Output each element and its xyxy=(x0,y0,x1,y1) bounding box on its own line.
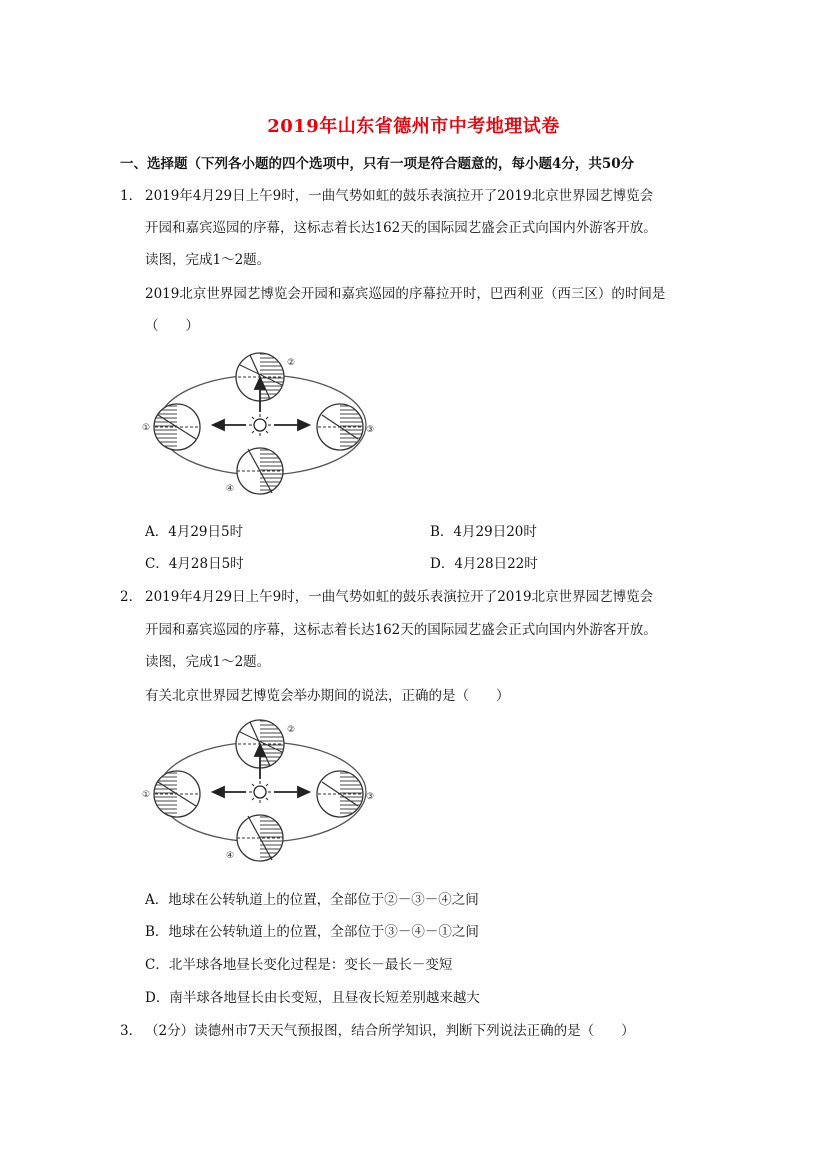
figure-label-1: ① xyxy=(142,790,151,800)
q2-option-c[interactable]: C．北半球各地昼长变化过程是：变长－最长－变短 xyxy=(145,957,453,973)
figure-label-2: ② xyxy=(287,725,296,735)
q3-number: 3． xyxy=(120,1023,143,1039)
q2-stem-line1: 2019年4月29日上午9时，一曲气势如虹的鼓乐表演拉开了2019北京世界园艺博览会 xyxy=(145,589,654,605)
q1-question-line1: 2019北京世界园艺博览会开园和嘉宾巡园的序幕拉开时，巴西利亚（西三区）的时间是 xyxy=(145,286,666,302)
q2-number: 2． xyxy=(120,589,143,605)
earth-position-4 xyxy=(237,448,283,494)
earth-position-3 xyxy=(317,771,363,817)
figure-label-3: ③ xyxy=(366,425,375,435)
figure-label-1: ① xyxy=(142,423,151,433)
sun-icon xyxy=(249,781,271,803)
q1-stem-line1: 2019年4月29日上午9时，一曲气势如虹的鼓乐表演拉开了2019北京世界园艺博览会 xyxy=(145,188,654,204)
q1-question-line2: （ ） xyxy=(145,318,199,334)
earth-orbit-diagram xyxy=(142,720,374,861)
q2-option-a[interactable]: A．地球在公转轨道上的位置，全部位于②－③－④之间 xyxy=(145,892,479,908)
figure-label-3: ③ xyxy=(366,792,375,802)
section-heading: 一、选择题（下列各小题的四个选项中，只有一项是符合题意的，每小题4分，共50分 xyxy=(120,156,635,172)
q1-stem-line2: 开园和嘉宾巡园的序幕，这标志着长达162天的国际园艺盛会正式向国内外游客开放。 xyxy=(145,220,657,236)
q1-stem-line3: 读图，完成1～2题。 xyxy=(145,252,271,268)
earth-position-4 xyxy=(237,815,283,861)
earth-position-1 xyxy=(154,404,200,450)
figure-label-4: ④ xyxy=(226,484,235,494)
earth-orbit-figure-2 xyxy=(140,712,390,867)
q1-option-d[interactable]: D．4月28日22时 xyxy=(430,556,538,572)
earth-orbit-diagram xyxy=(142,353,374,494)
q1-option-b[interactable]: B．4月29日20时 xyxy=(430,524,537,540)
figure-label-4: ④ xyxy=(226,851,235,861)
q2-question: 有关北京世界园艺博览会举办期间的说法，正确的是（ ） xyxy=(145,688,510,704)
q2-stem-line2: 开园和嘉宾巡园的序幕，这标志着长达162天的国际园艺盛会正式向国内外游客开放。 xyxy=(145,622,657,638)
earth-position-3 xyxy=(317,404,363,450)
q3-stem: （2分）读德州市7天天气预报图，结合所学知识，判断下列说法正确的是（ ） xyxy=(145,1023,635,1039)
q2-stem-line3: 读图，完成1～2题。 xyxy=(145,654,271,670)
earth-position-1 xyxy=(154,771,200,817)
q1-option-c[interactable]: C．4月28日5时 xyxy=(145,556,244,572)
q2-option-b[interactable]: B．地球在公转轨道上的位置，全部位于③－④－①之间 xyxy=(145,924,479,940)
page-title: 2019年山东省德州市中考地理试卷 xyxy=(267,116,560,137)
sun-icon xyxy=(249,414,271,436)
figure-label-2: ② xyxy=(287,358,296,368)
q2-option-d[interactable]: D．南半球各地昼长由长变短，且昼夜长短差别越来越大 xyxy=(145,990,480,1006)
earth-orbit-figure-1 xyxy=(140,345,390,500)
q1-number: 1． xyxy=(120,188,143,204)
q1-option-a[interactable]: A．4月29日5时 xyxy=(145,524,244,540)
